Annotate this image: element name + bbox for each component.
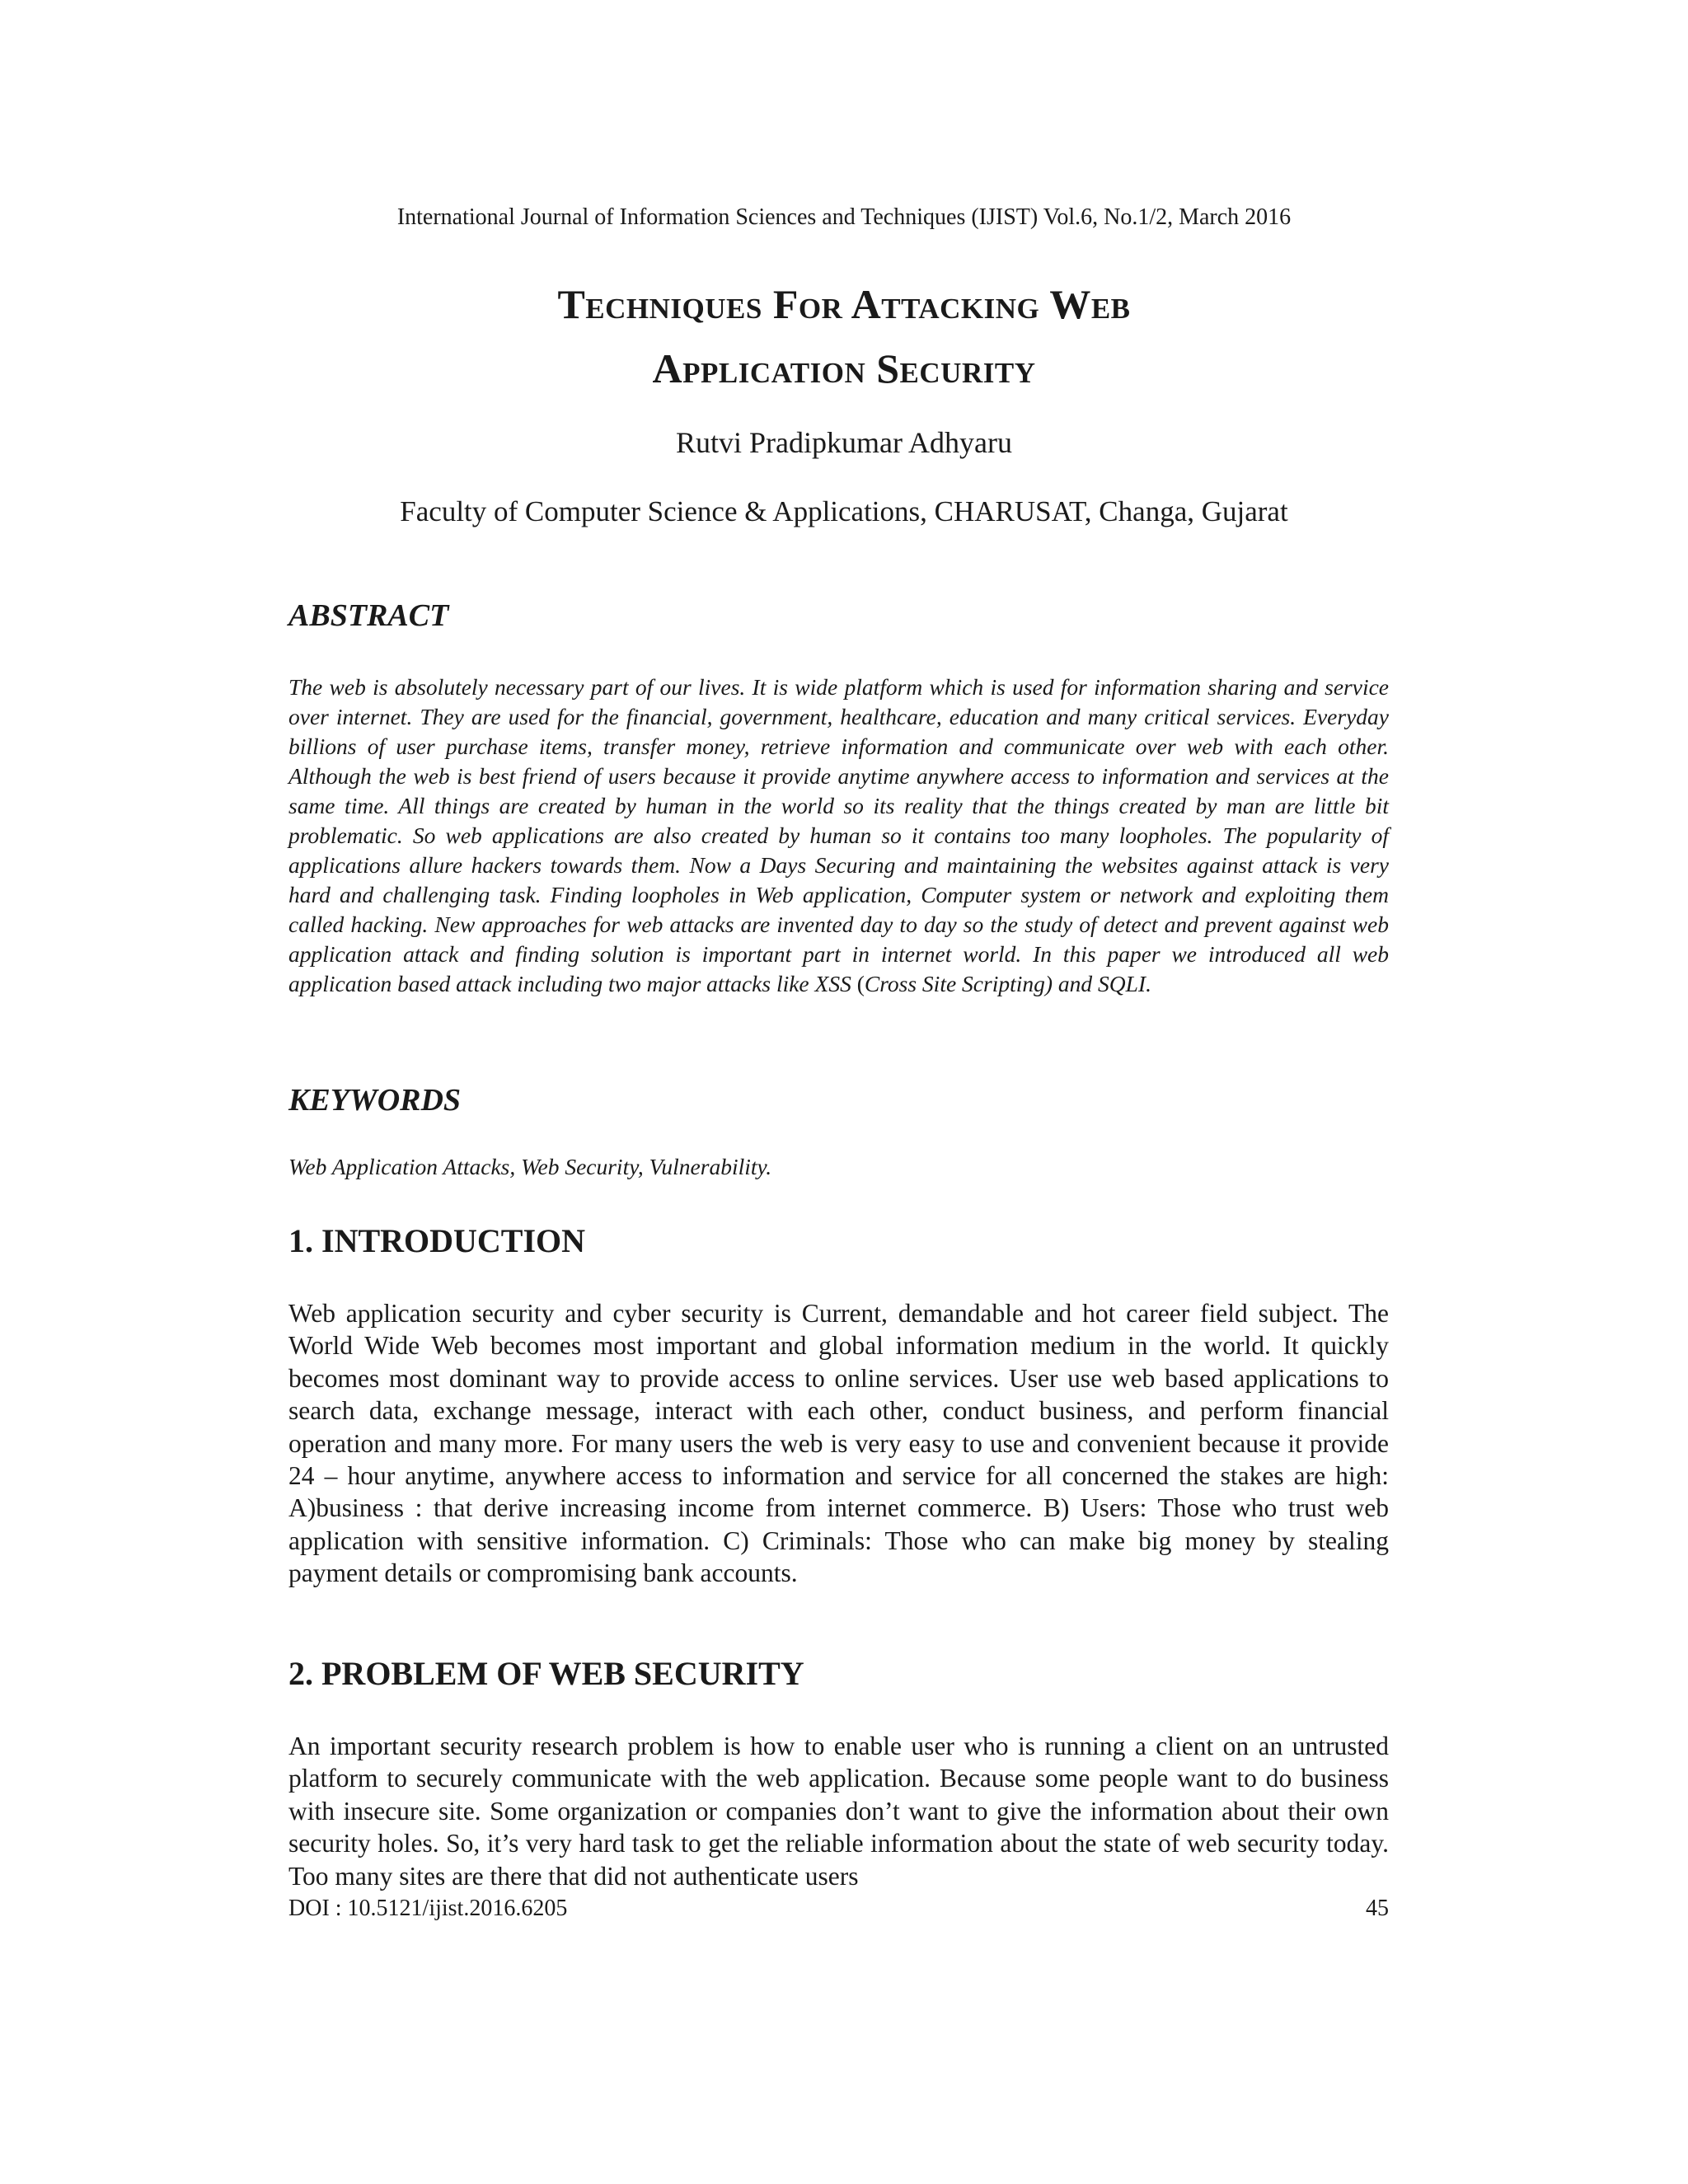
keywords-section bbox=[288, 1080, 1389, 1182]
problem-section bbox=[288, 1652, 1389, 1892]
problem-heading: 2. PROBLEM OF WEB SECURITY bbox=[288, 1655, 804, 1692]
keywords-text: Web Application Attacks, Web Security, Vulnerability. bbox=[288, 1154, 772, 1179]
problem-text: An important security research problem is how to enable user who is running a client on an untrusted platform to securely communicate with the web application. Because some people want to do business with insecure site. Some organization or companies don’t want to give the information about their own security holes. So, it’s very hard task to get the reliable information about the state of web security today. Too many sites are there that did not authenticate users bbox=[288, 1732, 1389, 1891]
author-name: Rutvi Pradipkumar Adhyaru bbox=[676, 426, 1012, 459]
abstract-section bbox=[288, 595, 1389, 999]
paper-title-line-2: Application Security bbox=[652, 345, 1036, 391]
abstract-text bbox=[288, 673, 1389, 999]
abstract-paren: ( bbox=[856, 971, 865, 996]
keywords-heading: KEYWORDS bbox=[288, 1083, 462, 1118]
journal-header: International Journal of Information Sciences and Techniques (IJIST) Vol.6, No.1/2, March 2016 bbox=[396, 204, 1292, 230]
introduction-section bbox=[288, 1220, 1389, 1590]
introduction-heading: 1. INTRODUCTION bbox=[288, 1222, 586, 1259]
abstract-heading: ABSTRACT bbox=[288, 598, 449, 633]
author-affiliation: Faculty of Computer Science & Applications, CHARUSAT, Changa, Gujarat bbox=[400, 495, 1288, 527]
page-footer bbox=[288, 1892, 1389, 1925]
introduction-text: Web application security and cyber security is Current, demandable and hot career field subject. The World Wide Web becomes most important and global information medium in the world. It quickly becomes most dominant way to provide access to online services. User use web based applications to search data, exchange message, interact with each other, conduct business, and perform financial operation and many more. For many users the web is very easy to use and convenient because it provide 24 – hour anytime, anywhere access to information and service for all concerned the stakes are high: A)business : that derive increasing income from internet commerce. B) Users: Those who trust web application with sensitive information. C) Criminals: Those who can make big money by stealing payment details or compromising bank accounts. bbox=[288, 1299, 1389, 1588]
paper-title-line-1: Techniques For Attacking Web bbox=[557, 281, 1131, 327]
paper-title bbox=[0, 272, 1688, 401]
abstract-text-tail: Cross Site Scripting) and SQLI. bbox=[864, 971, 1151, 996]
doi: DOI : 10.5121/ijist.2016.6205 bbox=[288, 1896, 568, 1921]
abstract-text-main: The web is absolutely necessary part of our lives. It is wide platform which is used for information sharing and service over internet. They are used for the financial, government, healthcare, education and many critical services. Everyday billions of user purchase items, transfer money, retrieve information and communicate over web with each other. Although the web is best friend of users because it provide anytime anywhere access to information and services at the same time. All things are created by human in the world so its reality that the things created by man are little bit problematic. So web applications are also created by human so it contains too many loopholes. The popularity of applications allure hackers towards them. Now a Days Securing and maintaining the websites against attack is very hard and challenging task. Finding loopholes in Web application, Computer system or network and exploiting them called hacking. New approaches for web attacks are invented day to day so the study of detect and prevent against web application attack and finding solution is important part in internet world. In this paper we introduced all web application based attack including two major attacks like XSS bbox=[288, 674, 1389, 996]
page-number: 45 bbox=[1366, 1896, 1389, 1921]
